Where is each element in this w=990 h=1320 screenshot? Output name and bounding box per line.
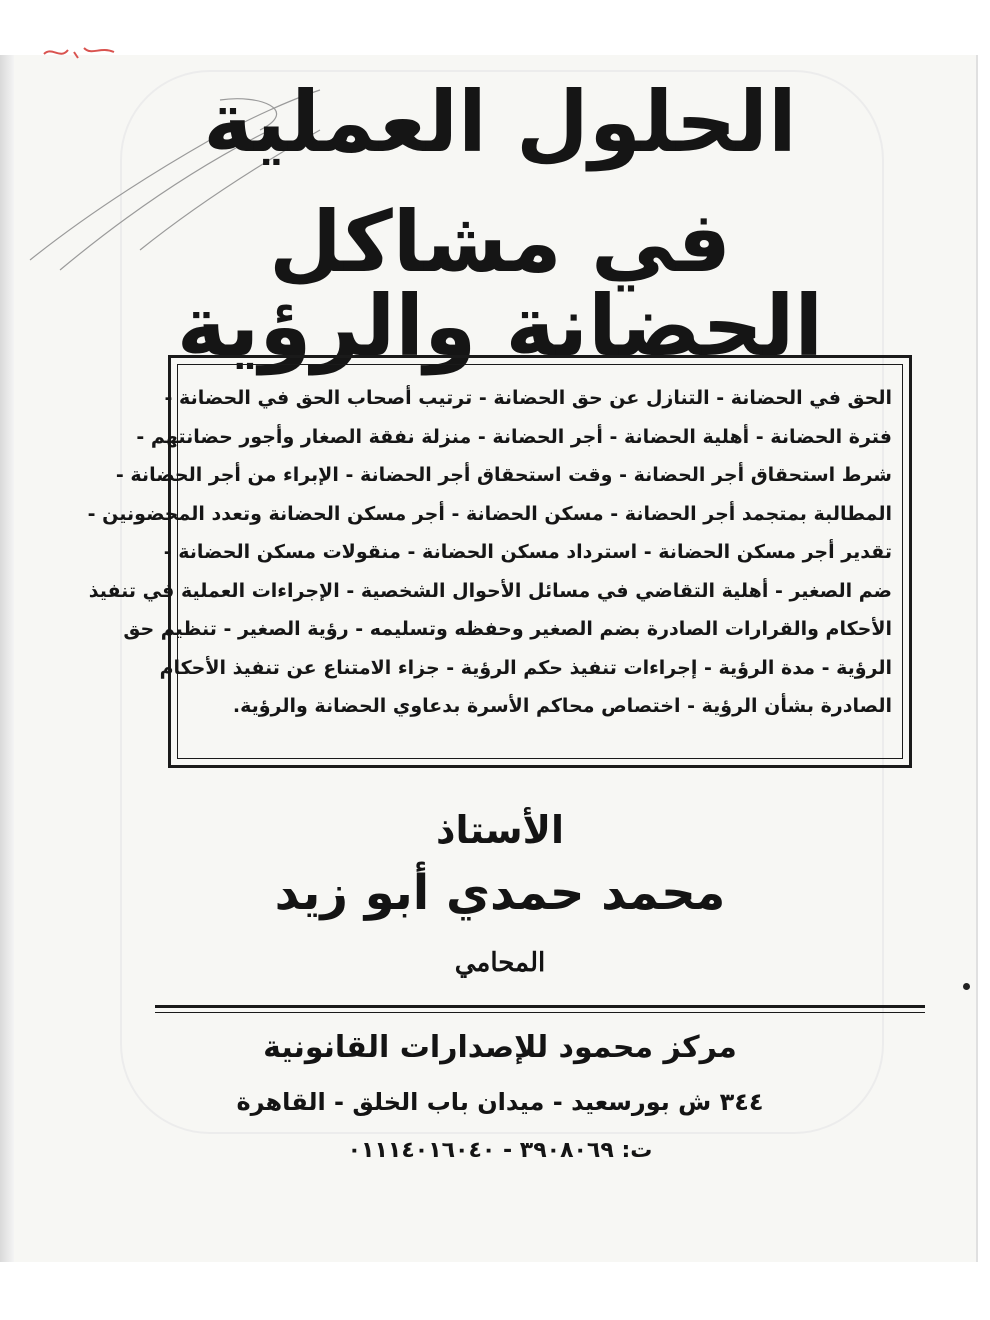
author-name: محمد حمدي أبو زيد	[274, 865, 726, 921]
scan-margin	[0, 1262, 990, 1320]
page-shadow	[0, 55, 14, 1265]
topic-line: الحق في الحضانة - التنازل عن حق الحضانة - ترتيب أصحاب الحق في الحضانة -	[164, 387, 892, 409]
ink-dot	[963, 983, 970, 990]
publisher-name: مركز محمود للإصدارات القانونية	[263, 1030, 737, 1065]
divider-thick	[155, 1005, 925, 1008]
red-pen-mark	[40, 40, 120, 64]
topic-line: شرط استحقاق أجر الحضانة - وقت استحقاق أجر الحضانة - الإبراء من أجر الحضانة -	[115, 464, 892, 486]
topic-line: الأحكام والقرارات الصادرة بضم الصغير وحفظه وتسليمه - رؤية الصغير - تنظيم حق	[123, 618, 892, 640]
publisher-phone: ت: ٣٩٠٨٠٦٩ - ٠١١١٤٠١٦٠٤٠	[347, 1138, 653, 1163]
topic-line: فترة الحضانة - أهلية الحضانة - أجر الحضانة - منزلة نفقة الصغار وأجور حضانتهم -	[136, 425, 892, 448]
author-prefix: الأستاذ	[436, 808, 564, 852]
topic-line: المطالبة بمتجمد أجر الحضانة - مسكن الحضانة - أجر مسكن الحضانة وتعدد المحضونين -	[87, 502, 892, 525]
topic-line: تقدير أجر مسكن الحضانة - استرداد مسكن الحضانة - منقولات مسكن الحضانة -	[163, 541, 892, 563]
topic-line: الصادرة بشأن الرؤية - اختصاص محاكم الأسرة بدعاوي الحضانة والرؤية.	[232, 695, 892, 717]
topics-list	[87, 364, 903, 759]
book-title-line-2: في مشاكل الحضانة والرؤية	[176, 193, 824, 375]
book-title-line-1: الحلول العملية	[203, 73, 797, 171]
divider-thin	[155, 1012, 925, 1013]
publisher-address: ٣٤٤ ش بورسعيد - ميدان باب الخلق - القاهرة	[236, 1088, 764, 1116]
author-role: المحامي	[454, 948, 546, 978]
topic-line: الرؤية - مدة الرؤية - إجراءات تنفيذ حكم الرؤية - جزاء الامتناع عن تنفيذ الأحكام	[159, 656, 892, 679]
topics-box	[87, 355, 912, 768]
topic-line: ضم الصغير - أهلية التقاضي في مسائل الأحوال الشخصية - الإجراءات العملية في تنفيذ	[88, 579, 892, 602]
